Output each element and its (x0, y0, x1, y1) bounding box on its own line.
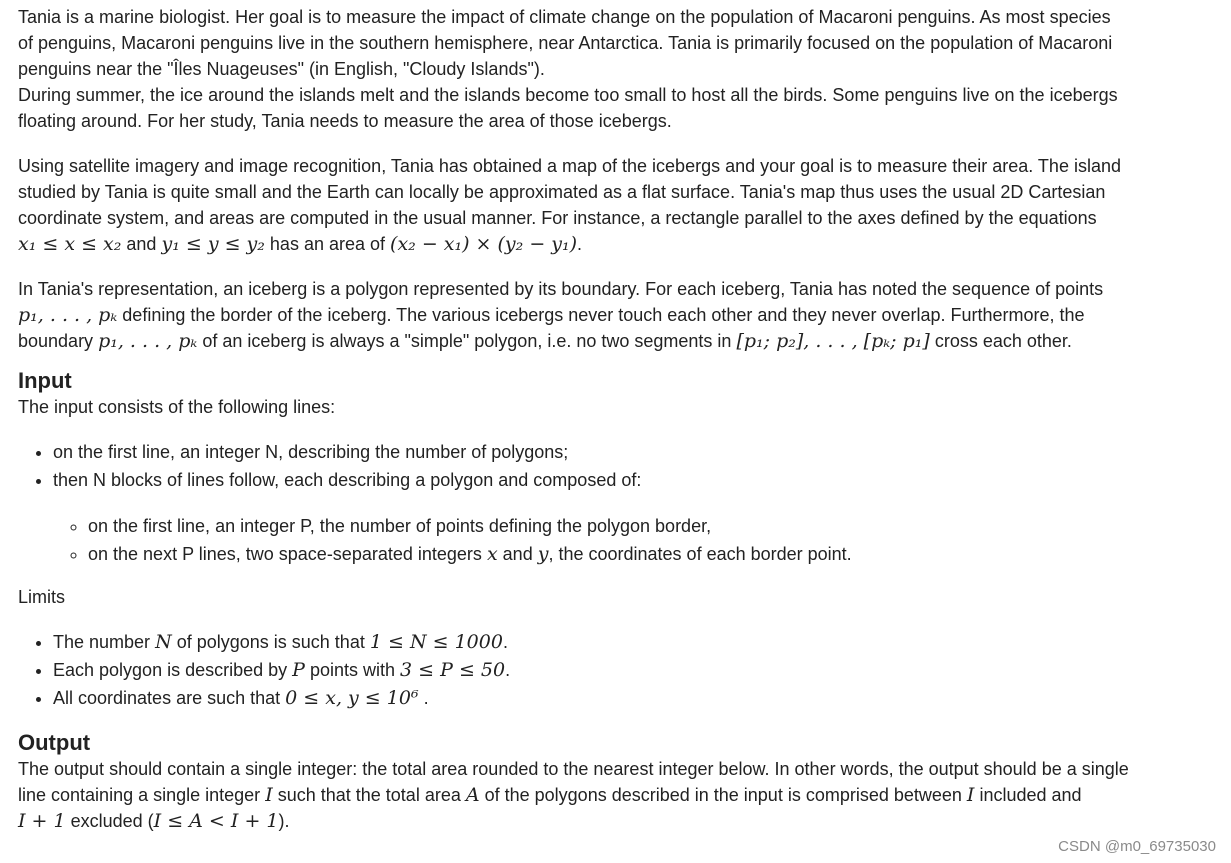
input-item-2: • then N blocks of lines follow, each describing a polygon and composed of: (53, 466, 1218, 494)
limits-label: Limits (18, 587, 66, 607)
limits-item-3 (53, 684, 1218, 712)
math-p-range: 3 ≤ P ≤ 50 (400, 659, 506, 681)
input-sub-item-2 (88, 540, 1218, 568)
problem-statement (18, 4, 1218, 834)
map-line-2: studied by Tania is quite small and the Earth can locally be approximated as a flat surface. Tania's map thus uses the usual 2D Cartesian (18, 182, 1106, 202)
intro-line-2: of penguins, Macaroni penguins live in the southern hemisphere, near Antarctica. Tania is primarily focused on the population of Macaroni (18, 33, 1113, 53)
input-item-1: • on the first line, an integer N, describing the number of polygons; (53, 438, 1218, 466)
output-heading: Output (18, 730, 91, 755)
math-points: p₁, . . . , pₖ (18, 304, 118, 326)
intro-paragraph (18, 4, 1218, 134)
math-n: N (155, 631, 172, 653)
input-sub-list-wrap (18, 512, 1218, 568)
input-list (18, 438, 1218, 494)
math-y: y (537, 543, 549, 565)
math-i-plus-1: I + 1 (18, 810, 66, 832)
map-line-3: coordinate system, and areas are computed in the usual manner. For instance, a rectangle parallel to the axes defined by the equations (18, 208, 1097, 228)
output-line-2-mid2: of the polygons described in the input is comprised between (484, 785, 962, 805)
limits-item-3-pre: All coordinates are such that (53, 688, 281, 708)
math-n-range: 1 ≤ N ≤ 1000 (369, 631, 503, 653)
period: . (423, 688, 429, 708)
output-line-3-mid: excluded ( (70, 811, 154, 831)
intro-line-5: floating around. For her study, Tania needs to measure the area of those icebergs. (18, 111, 672, 131)
math-x: x (486, 543, 498, 565)
map-line-1: Using satellite imagery and image recognition, Tania has obtained a map of the icebergs and your goal is to measure their area. The island (18, 156, 1121, 176)
math-i-2: I (966, 784, 975, 806)
math-x-range: x₁ ≤ x ≤ x₂ (18, 233, 122, 255)
input-heading: Input (18, 368, 72, 393)
limits-list (18, 628, 1218, 712)
and-word: and (126, 234, 157, 254)
input-intro: The input consists of the following lines: (18, 397, 336, 417)
output-line-2-mid: such that the total area (277, 785, 461, 805)
intro-line-3: penguins near the "Îles Nuageuses" (in English, "Cloudy Islands"). (18, 59, 545, 79)
math-segments: [p₁; p₂], . . . , [pₖ; p₁] (736, 330, 930, 352)
math-i: I (265, 784, 273, 806)
math-p: P (292, 659, 305, 681)
repr-line-3-mid: of an iceberg is always a "simple" polygon, i.e. no two segments in (202, 331, 732, 351)
output-line-1: The output should contain a single integer: the total area rounded to the nearest integer below. In other words, the output should be a single (18, 759, 1129, 779)
math-a: A (465, 784, 480, 806)
limits-item-1 (53, 628, 1218, 656)
limits-item-1-mid: of polygons is such that (176, 632, 365, 652)
watermark: CSDN @m0_69735030 (1058, 838, 1216, 855)
input-sub-item-1: ◦ on the first line, an integer P, the number of points defining the polygon border, (88, 512, 1218, 540)
limits-item-2 (53, 656, 1218, 684)
sub-item-2-post: , the coordinates of each border point. (548, 544, 852, 564)
intro-line-4: During summer, the ice around the islands melt and the islands become too small to host all the birds. Some penguins live on the icebergs (18, 85, 1118, 105)
math-inequality: I ≤ A < I + 1 (153, 810, 279, 832)
sub-item-2-pre: on the next P lines, two space-separated integers (88, 544, 482, 564)
output-line-3-end: ). (278, 811, 290, 831)
math-area: (x₂ − x₁) × (y₂ − y₁) (390, 233, 578, 255)
limits-item-2-mid: points with (309, 660, 396, 680)
output-line-2-end: included and (979, 785, 1082, 805)
period: . (502, 632, 508, 652)
limits-item-2-pre: Each polygon is described by (53, 660, 288, 680)
period: . (505, 660, 511, 680)
repr-line-2: defining the border of the iceberg. The various icebergs never touch each other and they never overlap. Furthermore, the (122, 305, 1085, 325)
output-paragraph (18, 756, 1218, 834)
sub-item-2-and: and (502, 544, 533, 564)
repr-line-3-end: cross each other. (934, 331, 1072, 351)
math-coord-range: 0 ≤ x, y ≤ 10⁶ (285, 687, 419, 709)
output-line-2-pre: line containing a single integer (18, 785, 261, 805)
math-y-range: y₁ ≤ y ≤ y₂ (161, 233, 265, 255)
repr-line-1: In Tania's representation, an iceberg is a polygon represented by its boundary. For each iceberg, Tania has noted the sequence of points (18, 279, 1104, 299)
boundary-word: boundary (18, 331, 94, 351)
input-sub-list (53, 512, 1218, 568)
math-points-2: p₁, . . . , pₖ (98, 330, 198, 352)
representation-paragraph (18, 276, 1218, 354)
period: . (577, 234, 583, 254)
area-text: has an area of (269, 234, 386, 254)
intro-line-1: Tania is a marine biologist. Her goal is to measure the impact of climate change on the population of Macaroni penguins. As most species (18, 7, 1111, 27)
limits-item-1-pre: The number (53, 632, 151, 652)
map-paragraph (18, 153, 1218, 257)
